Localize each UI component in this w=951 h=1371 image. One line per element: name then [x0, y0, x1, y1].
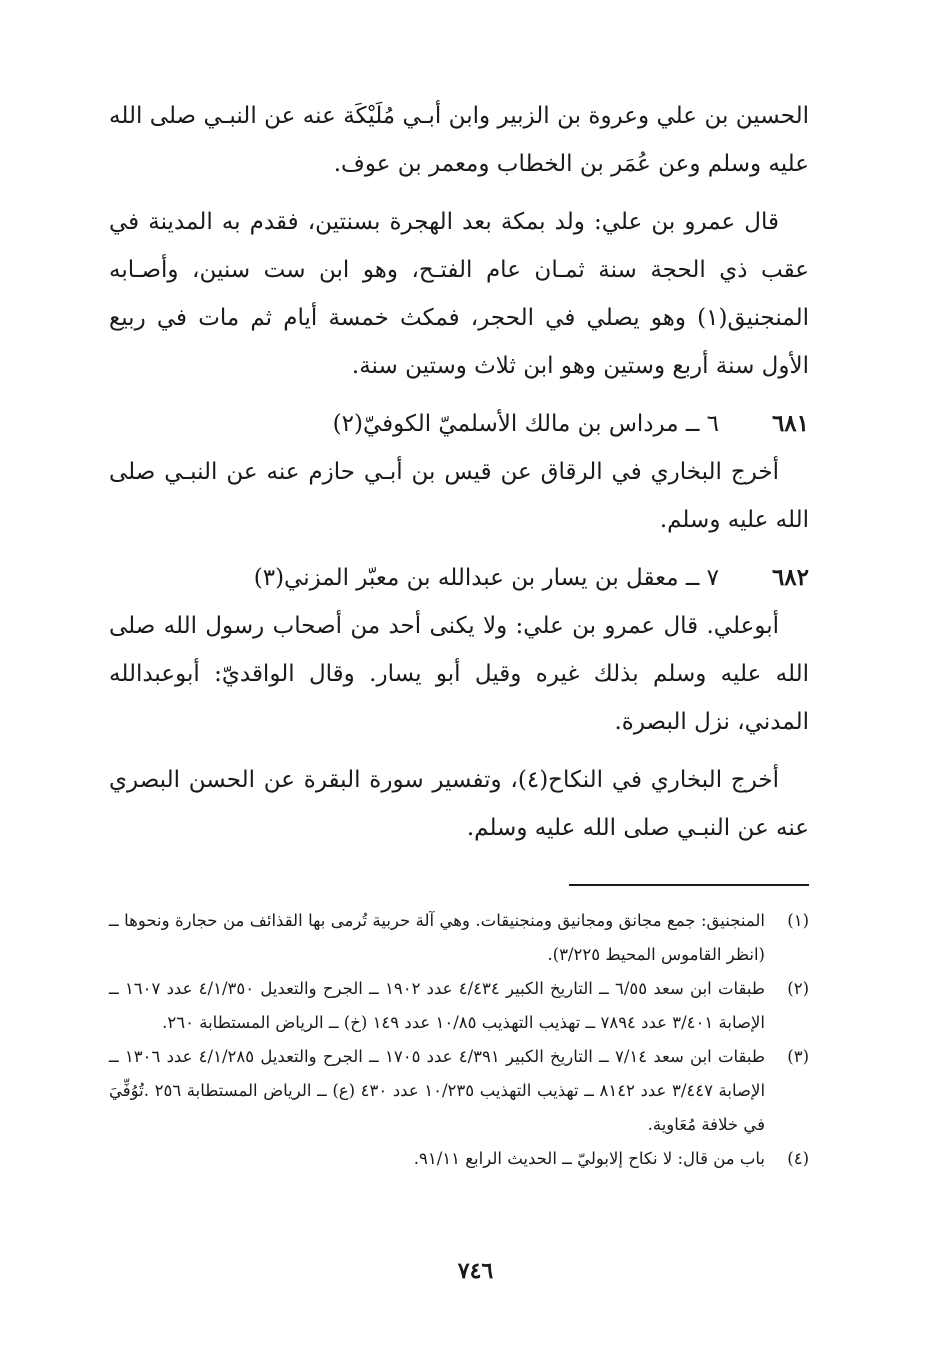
- footnote: [109, 904, 809, 972]
- entry-heading: [109, 400, 809, 448]
- footnote-number: (١): [787, 911, 809, 930]
- paragraph: قال عمرو بن علي: ولد بمكة بعد الهجرة بسنتين، فقدم به المدينة في عقب ذي الحجة سنة ثمـان عام الفتـح، وهو ابن ست سنين، وأصـابه المنجنيق(١) وهو يصلي في الحجر، فمكث خمسة أيام ثم مات في ربيع الأول سنة أربع وستين وهو ابن ثلاث وستين سنة.: [109, 209, 809, 379]
- entry-number: ٦٨٢: [771, 564, 809, 591]
- footnote: [109, 972, 809, 1040]
- entry-text: أخرج البخاري في النكاح(٤)، وتفسير سورة البقرة عن الحسن البصري عنه عن النبـي صلى الله عليه وسلم.: [109, 767, 809, 841]
- entry-number: ٦٨١: [771, 410, 809, 437]
- entry-heading: [109, 554, 809, 602]
- footnotes: [109, 904, 809, 1176]
- page-number: ٧٤٦: [457, 1258, 494, 1284]
- entry-title: ٦ ــ مرداس بن مالك الأسلميّ الكوفيّ(٢): [332, 411, 719, 437]
- footnote-text: طبقات ابن سعد ٦/٥٥ ــ التاريخ الكبير ٤/٤٣٤ عدد ١٩٠٢ ــ الجرح والتعديل ٤/١/٣٥٠ عدد ١٦٠٧ ــ الإصابة ٣/٤٠١ عدد ٧٨٩٤ ــ تهذيب التهذيب ١٠/٨٥ عدد ١٤٩ (خ) ــ الرياض المستطابة ٢٦٠.: [109, 979, 766, 1032]
- footnote-text: طبقات ابن سعد ٧/١٤ ــ التاريخ الكبير ٤/٣٩١ عدد ١٧٠٥ ــ الجرح والتعديل ٤/١/٢٨٥ عدد ١٣٠٦ ــ الإصابة ٣/٤٤٧ عدد ٨١٤٢ ــ تهذيب التهذيب ١٠/٢٣٥ عدد ٤٣٠ (ع) ــ الرياض المستطابة ٢٥٦ .تُوُفِّيَ في خلافة مُعَاوية.: [109, 1047, 766, 1134]
- footnote-divider: [569, 884, 809, 886]
- entry-title: ٧ ــ معقل بن يسار بن عبدالله بن معبّر المزني(٣): [253, 565, 719, 591]
- footnote-number: (٢): [787, 979, 809, 998]
- footnote: [109, 1142, 809, 1176]
- paragraph: الحسين بن علي وعروة بن الزبير وابن أبـي مُلَيْكَة عنه عن النبـي صلى الله عليه وسلم وعن عُمَر بن الخطاب ومعمر بن عوف.: [109, 103, 809, 177]
- footnote: [109, 1040, 809, 1142]
- footnote-text: المنجنيق: جمع مجانق ومجانيق ومنجنيقات. وهي آلة حربية تُرمى بها القذائف من حجارة ونحوها ــ (انظر القاموس المحيط ٣/٢٢٥).: [109, 911, 765, 964]
- footnote-number: (٣): [787, 1047, 809, 1066]
- footnote-text: باب من قال: لا نكاح إلابوليّ ــ الحديث الرابع ٩١/١١.: [413, 1149, 765, 1168]
- entry-text: أبوعلي. قال عمرو بن علي: ولا يكنى أحد من أصحاب رسول الله صلى الله عليه وسلم بذلك غيره وقيل أبو يسار. وقال الواقديّ: أبوعبدالله المدني، نزل البصرة.: [109, 613, 809, 735]
- footnote-number: (٤): [787, 1149, 809, 1168]
- main-text: [109, 92, 809, 862]
- entry-text: أخرج البخاري في الرقاق عن قيس بن أبـي حازم عنه عن النبـي صلى الله عليه وسلم.: [109, 459, 809, 533]
